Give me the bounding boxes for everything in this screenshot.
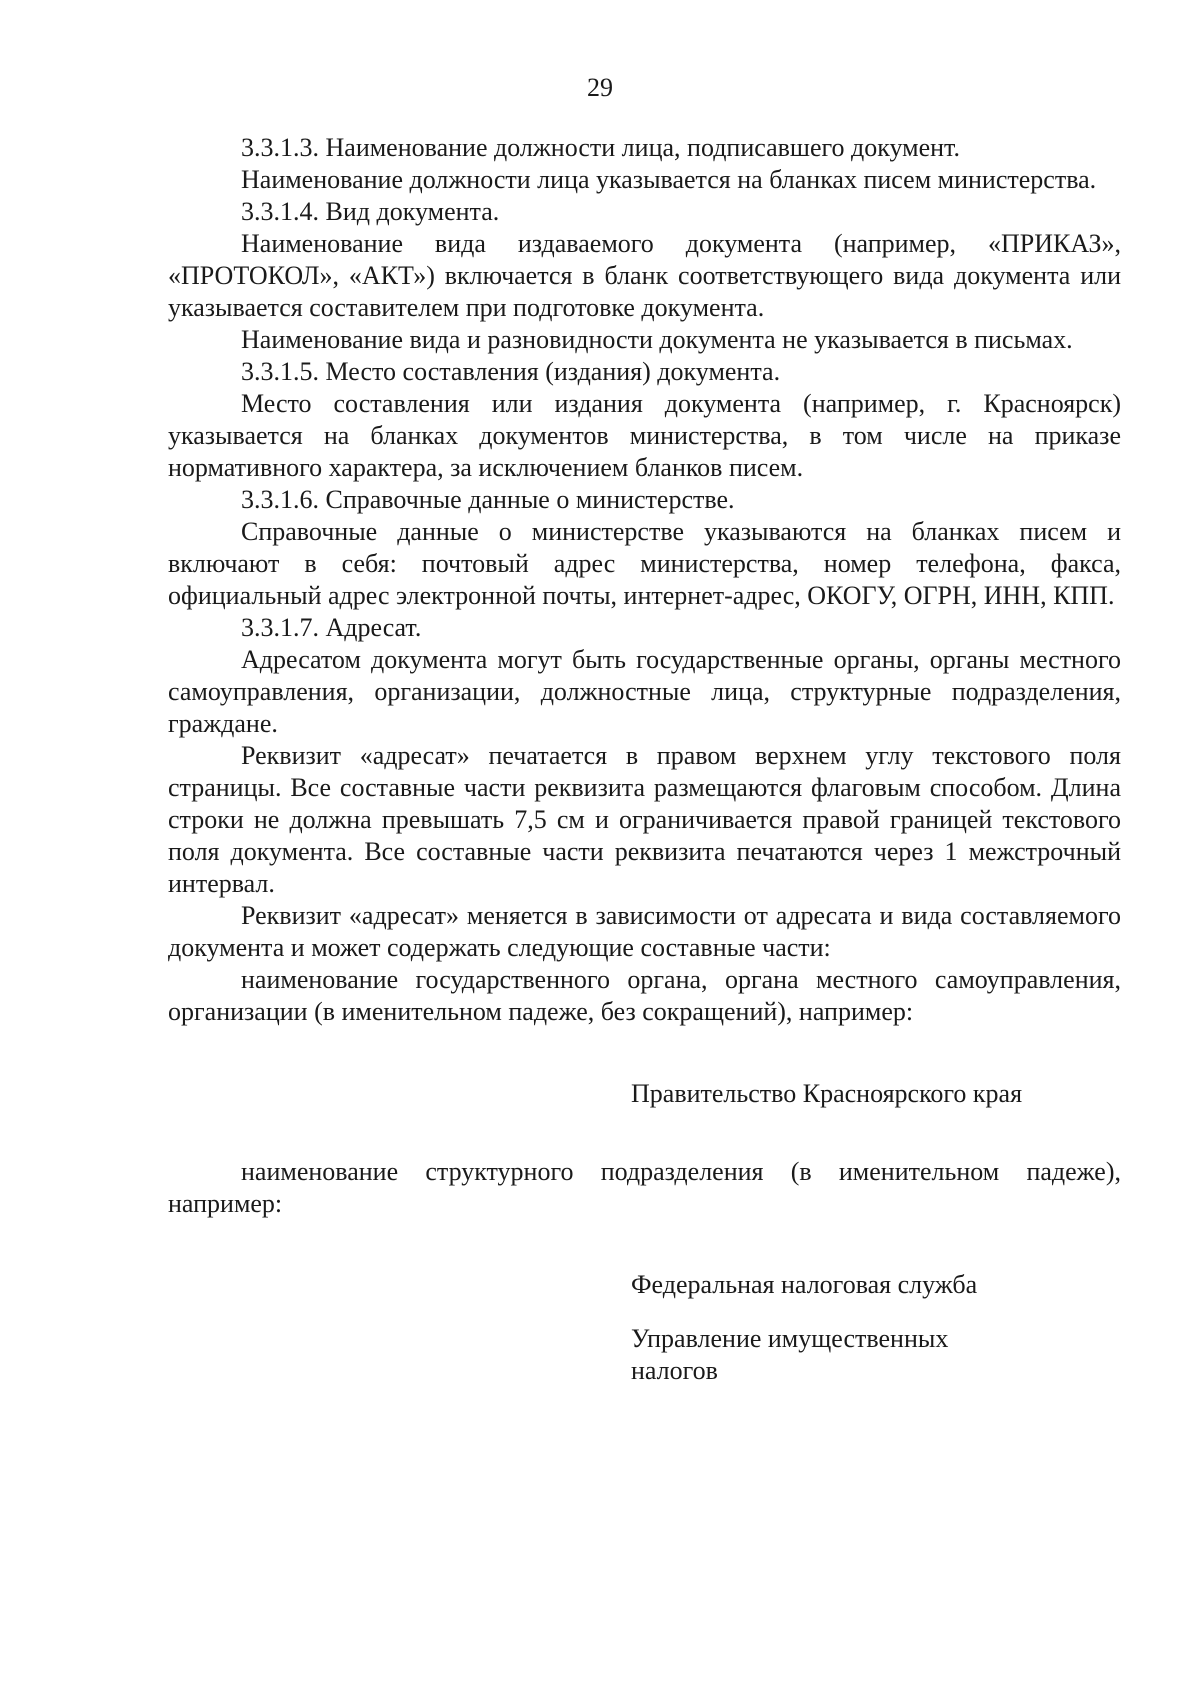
section-heading-3-3-1-6: 3.3.1.6. Справочные данные о министерстве. — [241, 485, 735, 514]
paragraph: наименование государственного органа, органа местного самоуправления, организации (в именительном падеже, без сокращений), например: — [168, 965, 1121, 1026]
paragraph: наименование структурного подразделения (в именительном падеже), например: — [168, 1157, 1121, 1218]
paragraph: Наименование должности лица указывается на бланках писем министерства. — [241, 165, 1097, 194]
paragraph: Наименование вида издаваемого документа (например, «ПРИКАЗ», «ПРОТОКОЛ», «АКТ») включается в бланк соответствующего вида документа или указывается составителем при подготовке документа. — [168, 229, 1121, 322]
addressee-example-1: Правительство Красноярского края — [631, 1079, 1023, 1108]
addressee-example-2-line-2: Управление имущественных — [631, 1324, 949, 1353]
section-heading-3-3-1-3: 3.3.1.3. Наименование должности лица, подписавшего документ. — [241, 133, 960, 162]
paragraph: Реквизит «адресат» меняется в зависимости от адресата и вида составляемого документа и может содержать следующие составные части: — [168, 901, 1121, 962]
section-heading-3-3-1-7: 3.3.1.7. Адресат. — [241, 613, 422, 642]
paragraph: Реквизит «адресат» печатается в правом верхнем углу текстового поля страницы. Все составные части реквизита размещаются флаговым способом. Длина строки не должна превышать 7,5 см и ограничивается правой границей текстового поля документа. Все составные части реквизита печатаются через 1 межстрочный интервал. — [168, 741, 1121, 898]
section-heading-3-3-1-4: 3.3.1.4. Вид документа. — [241, 197, 500, 226]
document-body — [168, 132, 1121, 1387]
paragraph: Наименование вида и разновидности документа не указывается в письмах. — [241, 325, 1073, 354]
section-heading-3-3-1-5: 3.3.1.5. Место составления (издания) документа. — [241, 357, 781, 386]
page-number: 29 — [587, 73, 613, 102]
addressee-example-2-line-3: налогов — [631, 1356, 718, 1385]
addressee-example-2-line-1: Федеральная налоговая служба — [631, 1270, 978, 1299]
paragraph: Адресатом документа могут быть государственные органы, органы местного самоуправления, организации, должностные лица, структурные подразделения, граждане. — [168, 645, 1121, 738]
paragraph: Справочные данные о министерстве указываются на бланках писем и включают в себя: почтовый адрес министерства, номер телефона, факса, официальный адрес электронной почты, интернет-адрес, ОКОГУ, ОГРН, ИНН, КПП. — [168, 517, 1121, 610]
paragraph: Место составления или издания документа (например, г. Красноярск) указывается на бланках документов министерства, в том числе на приказе нормативного характера, за исключением бланков писем. — [168, 389, 1121, 482]
